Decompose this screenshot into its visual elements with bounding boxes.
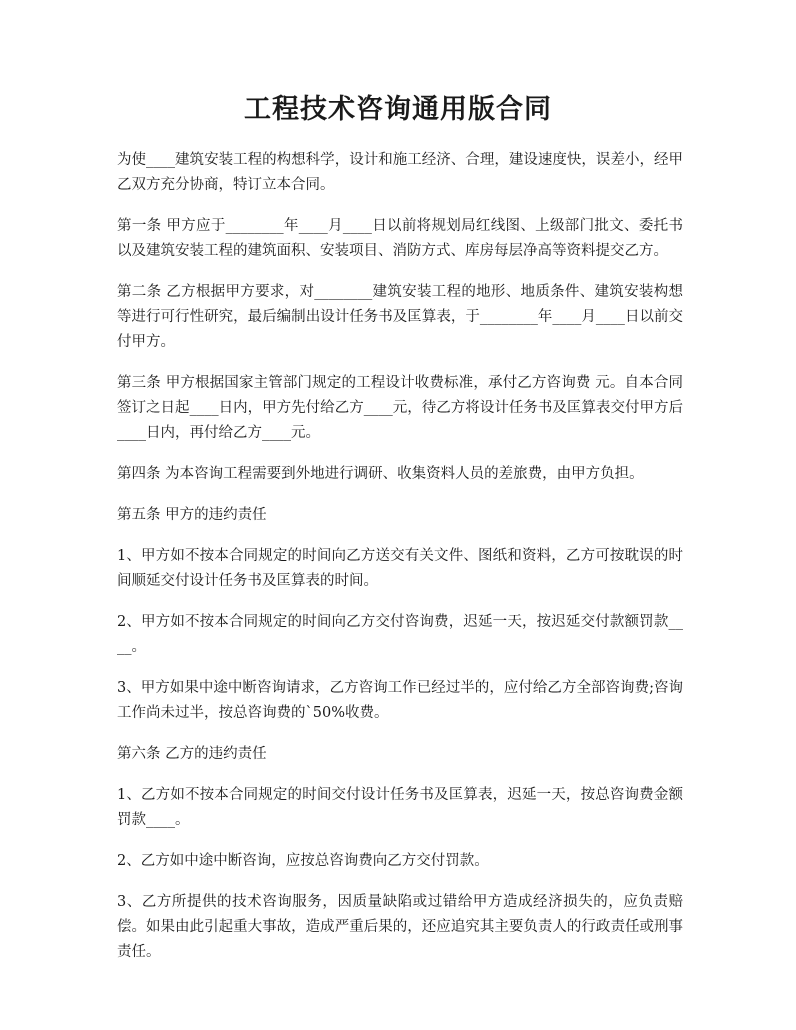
document-title: 工程技术咨询通用版合同	[244, 94, 552, 125]
clause-5-item-1: 1、甲方如不按本合同规定的时间向乙方送交有关文件、图纸和资料，乙方可按耽误的时间顺延交付设计任务书及匡算表的时间。	[117, 548, 683, 589]
preamble-paragraph: 为使____建筑安装工程的构想科学，设计和施工经济、合理，建设速度快，误差小，经甲乙双方充分协商，特订立本合同。	[117, 152, 683, 193]
clause-4-paragraph: 第四条 为本咨询工程需要到外地进行调研、收集资料人员的差旅费，由甲方负担。	[117, 466, 644, 482]
clause-2-paragraph: 第二条 乙方根据甲方要求，对________建筑安装工程的地形、地质条件、建筑安装构想等进行可行性研究，最后编制出设计任务书及匡算表，于________年____月____日以前交付甲方。	[117, 284, 683, 350]
document-body	[117, 148, 683, 981]
clause-5-item-3: 3、甲方如果中途中断咨询请求，乙方咨询工作已经过半的，应付给乙方全部咨询费;咨询工作尚未过半，按总咨询费的`50%收费。	[117, 680, 683, 721]
clause-6-item-3: 3、乙方所提供的技术咨询服务，因质量缺陷或过错给甲方造成经济损失的，应负责赔偿。如果由此引起重大事故，造成严重后果的，还应追究其主要负责人的行政责任或刑事责任。	[117, 894, 683, 960]
clause-3-paragraph: 第三条 甲方根据国家主管部门规定的工程设计收费标准，承付乙方咨询费 元。自本合同签订之日起____日内，甲方先付给乙方____元，待乙方将设计任务书及匡算表交付甲方后____日内，再付给乙方____元。	[117, 375, 683, 441]
clause-6-item-2: 2、乙方如中途中断咨询，应按总咨询费向乙方交付罚款。	[117, 853, 489, 869]
clause-5-heading: 第五条 甲方的违约责任	[117, 507, 267, 523]
clause-6-heading: 第六条 乙方的违约责任	[117, 746, 267, 762]
clause-6-item-1: 1、乙方如不按本合同规定的时间交付设计任务书及匡算表，迟延一天，按总咨询费金额罚款____。	[117, 787, 683, 828]
clause-1-paragraph: 第一条 甲方应于________年____月____日以前将规划局红线图、上级部门批文、委托书以及建筑安装工程的建筑面积、安装项目、消防方式、库房每层净高等资料提交乙方。	[117, 218, 683, 259]
clause-5-item-2: 2、甲方如不按本合同规定的时间向乙方交付咨询费，迟延一天，按迟延交付款额罚款____。	[117, 614, 683, 655]
